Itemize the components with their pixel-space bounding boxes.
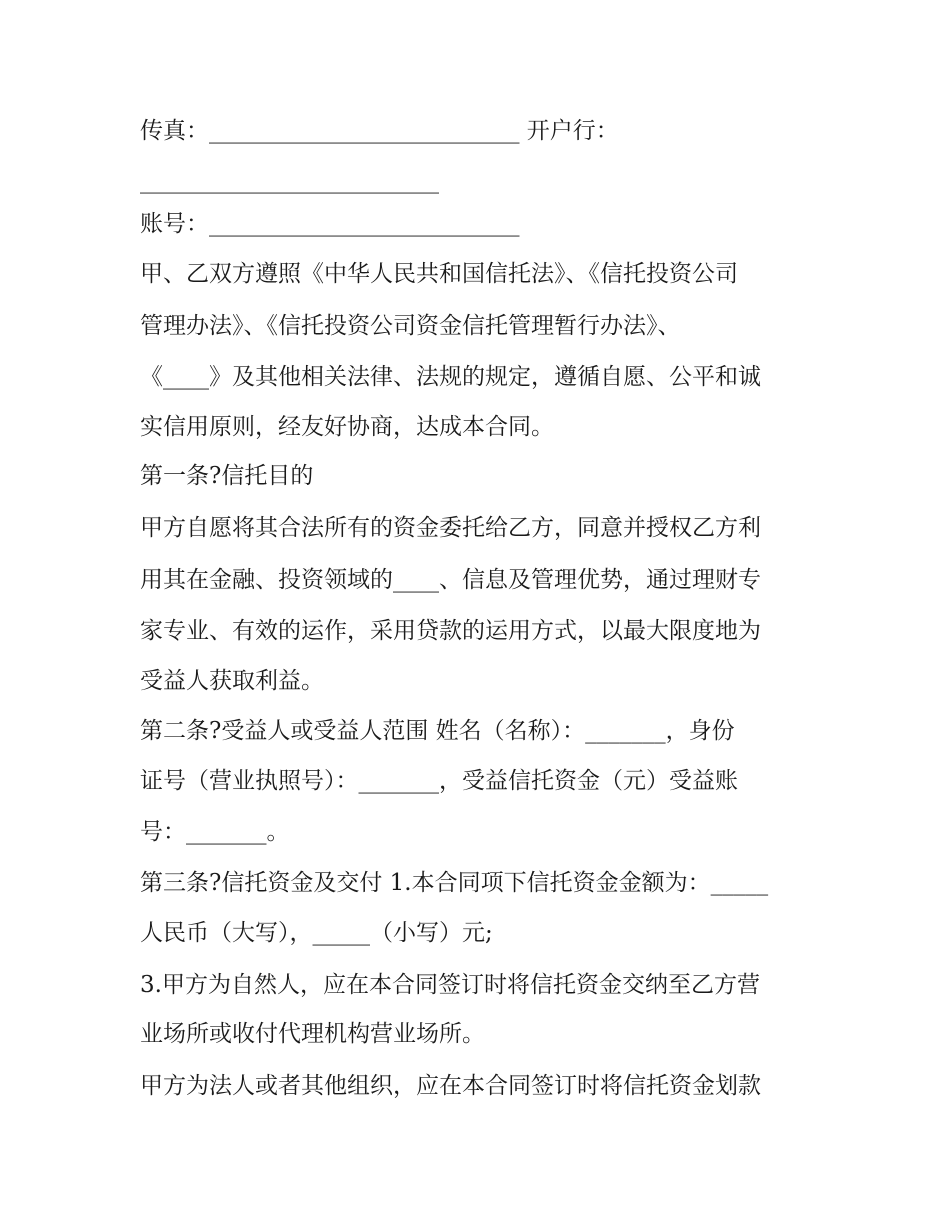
line-text: 实信用原则，经友好协商，达成本合同。 [140,414,554,440]
line-text: 甲、乙双方遵照《中华人民共和国信托法》、《信托投资公司 [140,261,738,287]
article-1-line-3 [140,616,820,646]
preamble-line-4 [140,412,820,442]
line-text: 受益人获取利益。 [140,668,324,694]
line-text: 3.甲方为自然人，应在本合同签订时将信托资金交纳至乙方营 [140,972,760,998]
article-1-line-1 [140,513,820,543]
fax-bank-line [140,116,820,146]
account-line [140,209,820,239]
line-text: 《____》及其他相关法律、法规的规定，遵循自愿、公平和诚 [140,364,761,390]
line-text: 用其在金融、投资领域的____、信息及管理优势，通过理财专 [140,567,761,593]
line-text: 传真：___________________________ 开户行： [140,118,619,144]
article-3-line-2 [140,918,820,948]
article-2-line-1 [140,716,820,746]
line-text: 甲方为法人或者其他组织，应在本合同签订时将信托资金划款 [140,1073,761,1099]
line-text: 号：_______。 [140,819,290,845]
line-text: 业场所或收付代理机构营业场所。 [140,1021,485,1047]
article-3-line-5 [140,1071,820,1101]
article-3-line-4 [140,1019,820,1049]
article-1-line-2 [140,565,820,595]
article-1-line-4 [140,666,820,696]
preamble-line-1 [140,259,820,289]
line-text: 第二条?受益人或受益人范围 姓名（名称）：_______，身份 [140,718,735,744]
preamble-line-3 [140,362,820,392]
article-1-heading [140,461,820,491]
line-text: 第三条?信托资金及交付 1.本合同项下信托资金金额为：_____ [140,870,769,896]
line-text: 账号：___________________________ [140,211,520,237]
article-2-line-2 [140,766,820,796]
line-text: 家专业、有效的运作，采用贷款的运用方式，以最大限度地为 [140,618,761,644]
bank-blank-line [140,166,820,196]
line-text: 管理办法》、《信托投资公司资金信托管理暂行办法》、 [140,313,681,339]
line-text: 第一条?信托目的 [140,463,314,489]
line-text: __________________________ [140,168,439,194]
article-3-line-3 [140,970,820,1000]
article-2-line-3 [140,817,820,847]
article-3-line-1 [140,868,820,898]
preamble-line-2 [140,311,820,341]
line-text: 人民币（大写），_____（小写）元; [140,920,493,946]
line-text: 甲方自愿将其合法所有的资金委托给乙方，同意并授权乙方利 [140,515,761,541]
line-text: 证号（营业执照号）：_______，受益信托资金（元）受益账 [140,768,738,794]
